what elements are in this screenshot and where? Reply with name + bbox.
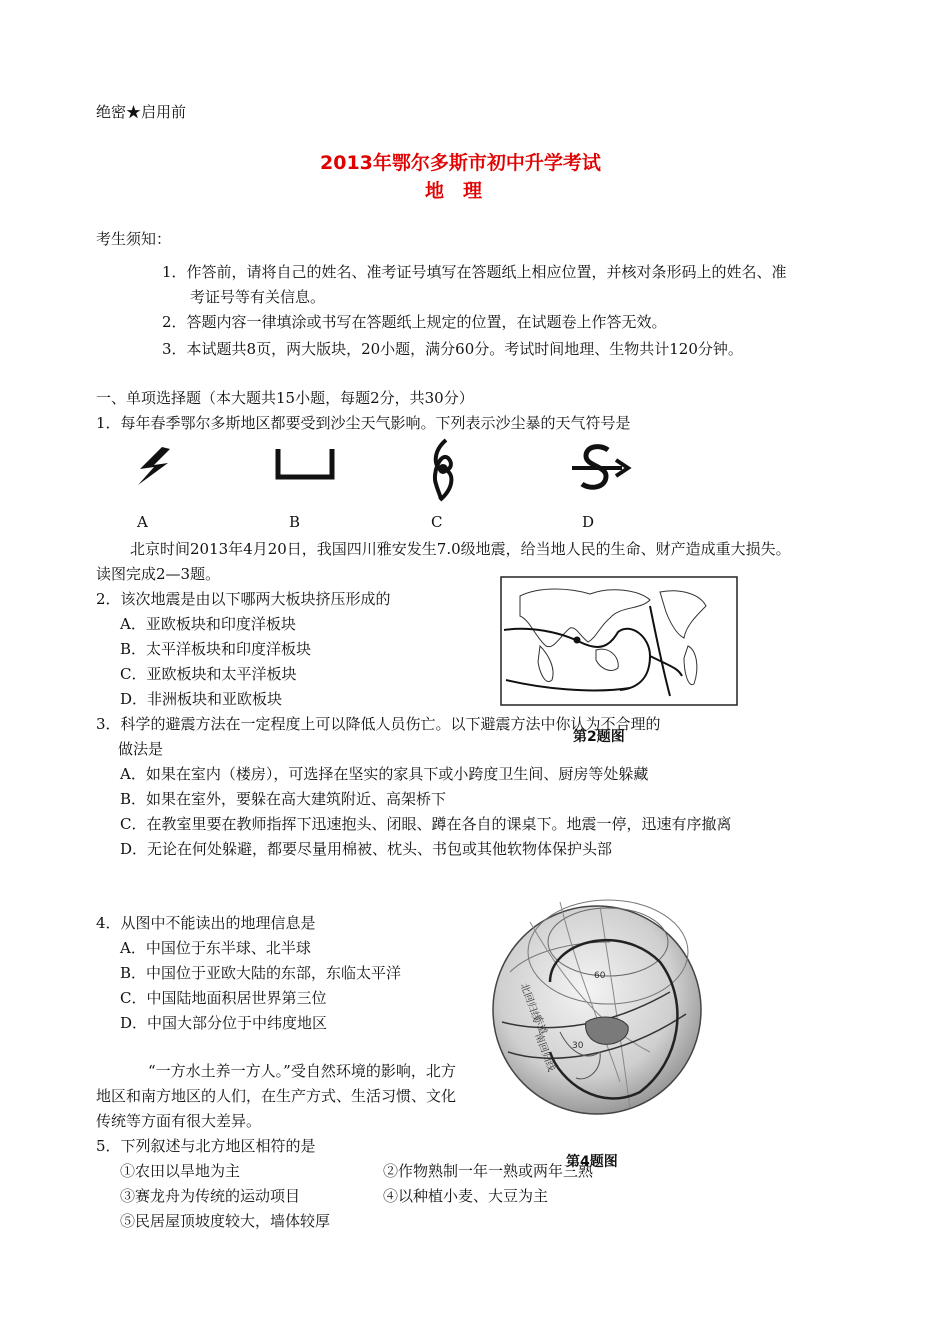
intro-text: 地区和南方地区的人们，在生产方式、生活习惯、文化 [96,1087,457,1105]
q5-item: ③赛龙舟为传统的运动项目 [120,1187,301,1205]
notice-item: 3．本试题共8页，两大版块，20小题，满分60分。考试时间地理、生物共计120分钟。 [162,340,743,358]
notice-item: 考证号等有关信息。 [190,288,326,306]
q4-option: A．中国位于东半球、北半球 [120,939,311,957]
latitude-label: 60 [594,971,606,981]
intro-text: 北京时间2013年4月20日，我国四川雅安发生7.0级地震，给当地人民的生命、财产造成重大损失。 [130,540,791,558]
q5-stem: 5．下列叙述与北方地区相符的是 [96,1137,316,1155]
notice-heading: 考生须知： [96,230,172,248]
q3-stem: 做法是 [118,740,164,758]
q4-stem: 4．从图中不能读出的地理信息是 [96,914,316,932]
bracket-symbol-icon [272,447,338,481]
globe-figure [490,882,704,1146]
intro-text: 传统等方面有很大差异。 [96,1112,262,1130]
equator-label: 赤道 [531,1013,549,1037]
tropic-of-capricorn-label: 南回归线 [532,1031,557,1074]
q5-item: ①农田以旱地为主 [120,1162,241,1180]
q5-item: ⑤民居屋顶坡度较大，墙体较厚 [120,1212,331,1230]
q4-option: D．中国大部分位于中纬度地区 [120,1014,328,1032]
q2-option: D．非洲板块和亚欧板块 [120,690,283,708]
q1-stem: 1．每年春季鄂尔多斯地区都要受到沙尘天气影响。下列表示沙尘暴的天气符号是 [96,414,631,432]
plate-map-figure [500,576,738,706]
q1-option-label: C [431,513,443,531]
q1-option-label: B [289,513,301,531]
q3-option: C．在教室里要在教师指挥下迅速抱头、闭眼、蹲在各自的课桌下。地震一停，迅速有序撤离 [120,815,732,833]
q1-option-label: D [582,513,595,531]
q4-option: C．中国陆地面积居世界第三位 [120,989,327,1007]
notice-item: 1．作答前，请将自己的姓名、准考证号填写在答题纸上相应位置，并核对条形码上的姓名、准 [162,263,787,281]
notice-item: 2．答题内容一律填涂或书写在答题纸上规定的位置，在试题卷上作答无效。 [162,313,667,331]
latitude-label: 30 [572,1041,584,1051]
exam-title: 2013年鄂尔多斯市初中升学考试 [320,152,601,174]
q2-option: B．太平洋板块和印度洋板块 [120,640,312,658]
tropic-of-cancer-label: 北回归线 [517,981,542,1024]
q5-item: ④以种植小麦、大豆为主 [383,1187,549,1205]
q4-option: B．中国位于亚欧大陆的东部，东临太平洋 [120,964,402,982]
figure-caption: 第4题图 [566,1154,618,1170]
typhoon-symbol-icon [428,438,458,502]
q5-item: ②作物熟制一年一熟或两年三熟 [383,1162,594,1180]
secret-label: 绝密★启用前 [96,103,187,121]
lightning-symbol-icon [132,445,176,487]
figure-caption: 第2题图 [573,729,625,745]
q2-stem: 2．该次地震是由以下哪两大板块挤压形成的 [96,590,391,608]
q2-option: A．亚欧板块和印度洋板块 [120,615,296,633]
q3-stem: 3．科学的避震方法在一定程度上可以降低人员伤亡。以下避震方法中你认为不合理的 [96,715,661,733]
q2-option: C．亚欧板块和太平洋板块 [120,665,297,683]
sandstorm-symbol-icon [570,442,632,494]
intro-text: “一方水土养一方人。”受自然环境的影响，北方 [148,1062,456,1080]
section-heading: 一、单项选择题（本大题共15小题，每题2分，共30分） [96,389,474,407]
intro-text: 读图完成2—3题。 [96,565,221,583]
q3-option: D．无论在何处躲避，都要尽量用棉被、枕头、书包或其他软物体保护头部 [120,840,613,858]
subject-title: 地 理 [425,180,483,202]
q3-option: A．如果在室内（楼房），可选择在坚实的家具下或小跨度卫生间、厨房等处躲藏 [120,765,649,783]
q1-option-label: A [137,513,148,531]
q3-option: B．如果在室外，要躲在高大建筑附近、高架桥下 [120,790,447,808]
